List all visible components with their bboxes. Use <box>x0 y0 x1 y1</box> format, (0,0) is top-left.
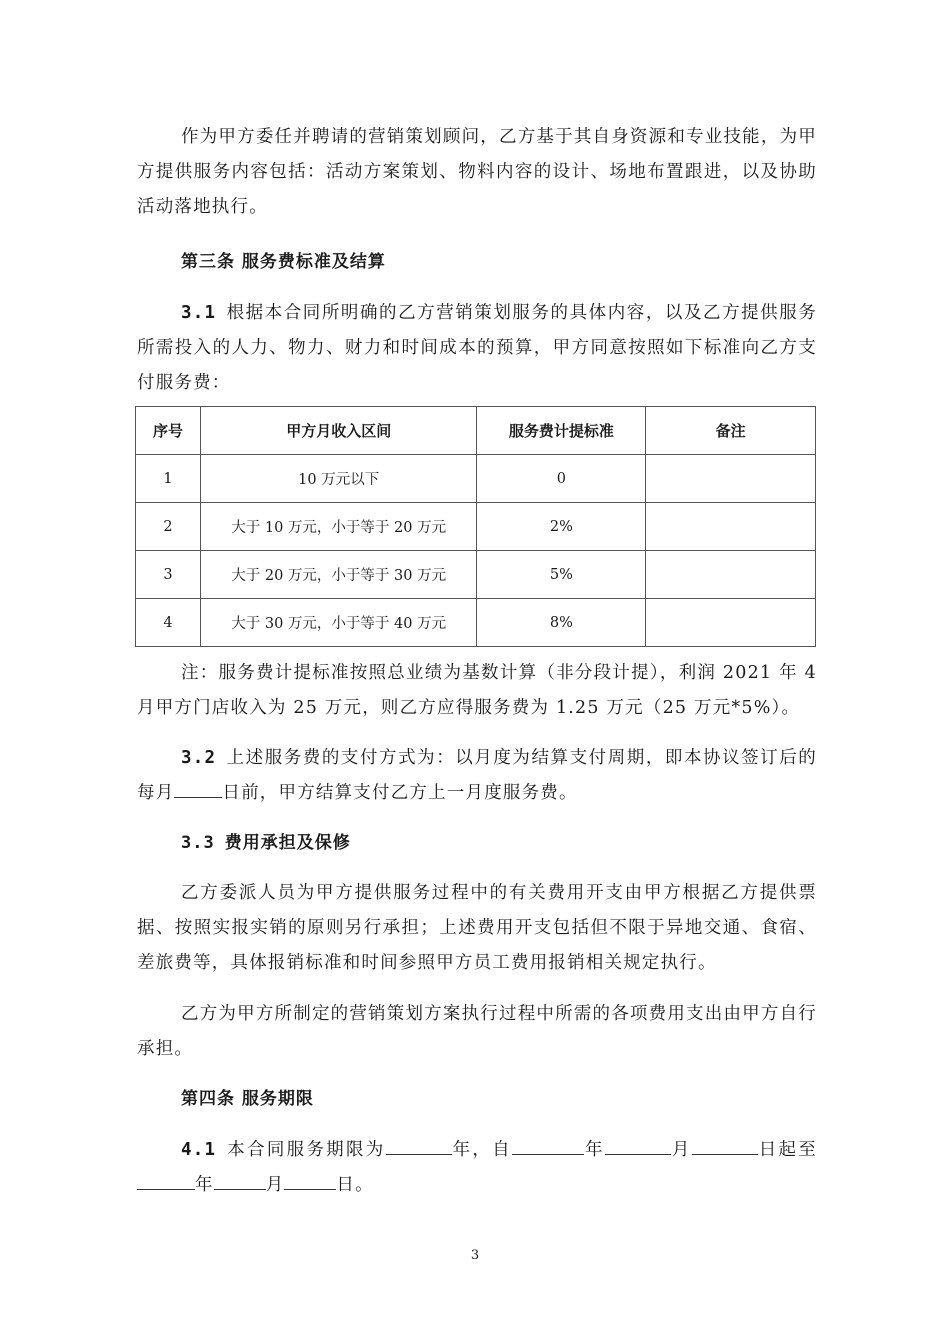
cell-index: 4 <box>136 599 201 647</box>
day-blank[interactable] <box>174 777 222 798</box>
cell-income-range: 10 万元以下 <box>200 455 477 503</box>
cell-remarks <box>646 503 816 551</box>
end-day-blank[interactable] <box>284 1169 336 1190</box>
table-row <box>136 455 816 503</box>
cell-income-range: 大于 20 万元，小于等于 30 万元 <box>200 551 477 599</box>
clause-4-1-text-h: 日。 <box>336 1175 374 1195</box>
table-row <box>136 551 816 599</box>
cell-fee-rate: 2% <box>477 503 646 551</box>
clause-4-1-text-g: 月 <box>265 1175 285 1195</box>
clause-4-1-text-e: 日起至 <box>757 1140 817 1160</box>
service-fee-table <box>135 406 816 647</box>
page-number: 3 <box>470 1248 480 1263</box>
clause-3-3-paragraph-2: 乙方为甲方所制定的营销策划方案执行过程中所需的各项费用支出由甲方自行承担。 <box>137 1004 817 1059</box>
table-header-row <box>136 407 816 455</box>
table-row <box>136 599 816 647</box>
clause-3-1-number: 3.1 <box>181 303 217 323</box>
clause-4-1 <box>137 1133 817 1203</box>
fee-note: 注：服务费计提标准按照总业绩为基数计算（非分段计提），利润 2021 年 4 月甲方门店收入为 25 万元，则乙方应得服务费为 1.25 万元（25 万元*5%）。 <box>137 663 817 718</box>
clause-4-1-text-a: 本合同服务期限为 <box>226 1140 386 1160</box>
header-fee-rate: 服务费计提标准 <box>477 407 646 455</box>
cell-index: 3 <box>136 551 201 599</box>
clause-3-2-text-b: 日前，甲方结算支付乙方上一月度服务费。 <box>222 783 578 803</box>
clause-3-1-text: 根据本合同所明确的乙方营销策划服务的具体内容，以及乙方提供服务所需投入的人力、物力、财力和时间成本的预算，甲方同意按照如下标准向乙方支付服务费： <box>137 303 817 393</box>
cell-remarks <box>646 599 816 647</box>
clause-3-3-paragraph-1: 乙方委派人员为甲方提供服务过程中的有关费用开支由甲方根据乙方提供票据、按照实报实销的原则另行承担；上述费用开支包括但不限于异地交通、食宿、差旅费等，具体报销标准和时间参照甲方员工费用报销相关规定执行。 <box>137 883 817 973</box>
clause-3-3-heading <box>181 831 351 855</box>
start-day-blank[interactable] <box>692 1134 758 1155</box>
cell-index: 1 <box>136 455 201 503</box>
cell-index: 2 <box>136 503 201 551</box>
cell-income-range: 大于 10 万元，小于等于 20 万元 <box>200 503 477 551</box>
clause-3-2-number: 3.2 <box>181 748 217 768</box>
clause-3-2 <box>137 741 817 811</box>
intro-paragraph: 作为甲方委任并聘请的营销策划顾问，乙方基于其自身资源和专业技能，为甲方提供服务内容包括：活动方案策划、物料内容的设计、场地布置跟进，以及协助活动落地执行。 <box>137 127 817 217</box>
clause-3-3-title: 费用承担及保修 <box>224 833 351 853</box>
term-years-blank[interactable] <box>386 1134 452 1155</box>
cell-remarks <box>646 455 816 503</box>
start-year-blank[interactable] <box>512 1134 584 1155</box>
start-month-blank[interactable] <box>605 1134 671 1155</box>
clause-4-1-number: 4.1 <box>181 1140 217 1160</box>
clause-4-1-text-b: 年，自 <box>451 1140 512 1160</box>
cell-fee-rate: 5% <box>477 551 646 599</box>
article3-heading: 第三条 服务费标准及结算 <box>181 252 386 272</box>
table-row <box>136 503 816 551</box>
cell-income-range: 大于 30 万元，小于等于 40 万元 <box>200 599 477 647</box>
header-income-range: 甲方月收入区间 <box>200 407 477 455</box>
clause-4-1-text-c: 年 <box>583 1140 605 1160</box>
header-index: 序号 <box>136 407 201 455</box>
article4-heading: 第四条 服务期限 <box>181 1089 314 1109</box>
cell-fee-rate: 0 <box>477 455 646 503</box>
end-month-blank[interactable] <box>214 1169 266 1190</box>
cell-fee-rate: 8% <box>477 599 646 647</box>
cell-remarks <box>646 551 816 599</box>
clause-3-2-text-a: 上述服务费的支付方式为：以月度为结算支付周期，即本协议签订后的每月 <box>137 748 817 803</box>
clause-3-1 <box>137 296 817 401</box>
clause-3-3-number: 3.3 <box>181 833 215 853</box>
clause-4-1-text-f: 年 <box>195 1175 214 1195</box>
header-remarks: 备注 <box>646 407 816 455</box>
end-year-blank[interactable] <box>137 1169 195 1190</box>
clause-4-1-text-d: 月 <box>670 1140 692 1160</box>
